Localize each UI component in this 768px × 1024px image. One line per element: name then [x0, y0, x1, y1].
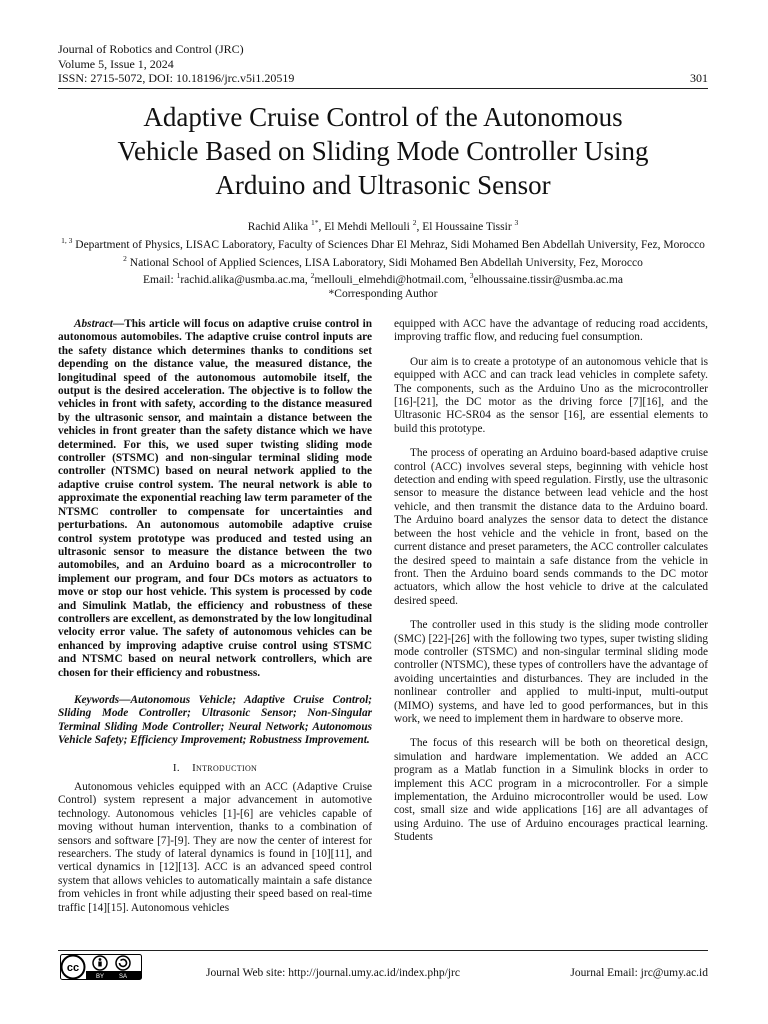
two-column-body — [58, 318, 708, 915]
left-column — [58, 318, 372, 915]
email-line — [58, 269, 708, 287]
section-heading-introduction — [58, 762, 372, 775]
intro-paragraph-2: Our aim is to create a prototype of an autonomous vehicle that is equipped with ACC and can track lead vehicles in complete safety. The components, such as the Arduino Uno as the microcontroller [16]-[21], the DC motor as the driving force [7][16], and the Ultrasonic HC-SR04 as the sensor [16], are essential elements to build this prototype. — [394, 355, 708, 435]
journal-issn-doi: ISSN: 2715-5072, DOI: 10.18196/jrc.v5i1.20519 — [58, 71, 295, 85]
affiliation-1 — [58, 234, 708, 252]
paper-title — [58, 100, 708, 202]
abstract-text: —This article will focus on adaptive cruise control in autonomous automobiles. The adaptive cruise control inputs are the safety distance which determines thanks to conditions set depending on the distance value, the measured distance, the longitudinal speed of the autonomous automobile itself, the output is the desired acceleration. The objective is to follow the vehicles in front with safety, according to the distance measured by the ultrasonic sensor, and maintain a distance between the vehicles in front greater than the safety distance which we have determined. For this, we used super twisting sliding mode controller (STSMC) and non-singular terminal sliding mode controller (NTSMC) based on neural network applied to the adaptive cruise control system. The neural network is able to approximate the exponential reaching law term parameter of the NTSMC controller to compensate for uncertainties and perturbations. An autonomous automobile adaptive cruise control system prototype was produced and tested using an ultrasonic sensor to measure the distance between the two automobiles, and an Arduino board as a microcontroller to implement our program, and four DCs motors as actuators to move or stop our host vehicle. This system is processed by code and Simulink Matlab, the efficiency and robustness of these controllers are excellent, as demonstrated by the low longitudinal velocity error value. The safety of autonomous vehicles can be enhanced by improving adaptive cruise control using STSMC and NTSMC based on neural network controllers, which are chosen for their efficiency and robustness. — [58, 318, 372, 679]
title-line-2: Vehicle Based on Sliding Mode Controller Using — [117, 136, 649, 166]
corresponding-author: *Corresponding Author — [328, 288, 438, 301]
title-line-3: Arduino and Ultrasonic Sensor — [215, 170, 551, 200]
intro-paragraph-4: The controller used in this study is the sliding mode controller (SMC) [22]-[26] with the following two types, super twisting sliding mode controller (STSMC) and non-singular terminal sliding mode controller (NTSMC), these types of controllers have the advantage of avoiding uncertainties and disturbances. They are included in the nonlinear controller and applied to multi-input, multi-output (MIMO) systems, and have led to good performances, but in this work, we need to implement them in hardware to observe more. — [394, 619, 708, 725]
cc-by-sa-license-icon — [60, 954, 142, 980]
affiliation-2 — [58, 252, 708, 270]
intro-paragraph-5: The focus of this research will be both on theoretical design, simulation and hardware implementation. We added an ACC program as a Matlab function in a Simulink blocks in order to implement this ACC program in a microcontroller. For a simple implementation, the Arduino microcontroller would be used. Low cost, small size and wide applications [16] are all advantages of using Arduino. The use of Arduino encourages practical learning. Students — [394, 737, 708, 844]
affiliation-2-sup: 2 — [123, 253, 127, 263]
journal-name: Journal of Robotics and Control (JRC) — [58, 42, 244, 56]
abstract — [58, 318, 372, 680]
email-2: mellouli_elmehdi@hotmail.com, — [314, 274, 467, 287]
right-column — [394, 318, 708, 915]
email-1: rachid.alika@usmba.ac.ma, — [180, 274, 308, 287]
svg-text:cc: cc — [66, 962, 80, 974]
email-3-sup: 3 — [469, 271, 474, 281]
title-line-1: Adaptive Cruise Control of the Autonomous — [143, 102, 623, 132]
page-number: 301 — [690, 71, 708, 85]
intro-paragraph-1: Autonomous vehicles equipped with an ACC (Adaptive Cruise Control) system represent a major advancement in automotive technology. Autonomous vehicles [1]-[6] are vehicles capable of moving without human intervention, thanks to a combination of sensors and software [7]-[9]. They are now the center of interest for researchers. The study of lateral dynamics is found in [10][11], and vertical dynamics in [12][13]. ACC is an advanced speed control system that allows vehicles to automatically maintain a safe distance from vehicles in front while adjusting their speed based on real-time traffic [14][15]. Autonomous vehicles — [58, 781, 372, 914]
author-1-sup: 1* — [310, 218, 319, 227]
section-title: Introduction — [192, 761, 258, 774]
author-2: El Mehdi Mellouli — [324, 220, 410, 233]
email-1-sup: 1 — [176, 271, 181, 281]
keywords: Keywords—Autonomous Vehicle; Adaptive Cruise Control; Sliding Mode Controller; Ultrasonic Sensor; Non-Singular Terminal Sliding Mode Controller; Neural Network; Autonomous Vehicle Safety; Efficiency Improvement; Robustness Improvement. — [58, 693, 372, 747]
license-by-label: BY — [95, 974, 105, 980]
author-block — [58, 216, 708, 301]
email-2-sup: 2 — [310, 271, 315, 281]
intro-paragraph-1-continued: equipped with ACC have the advantage of reducing road accidents, improving traffic flow, and reducing fuel consumption. — [394, 318, 708, 344]
author-2-sup: 2 — [412, 218, 417, 227]
affiliation-1-sup: 1, 3 — [61, 235, 73, 245]
license-sa-label: SA — [118, 974, 128, 980]
email-label: Email: — [143, 274, 174, 287]
author-1: Rachid Alika — [247, 220, 309, 233]
email-3: elhoussaine.tissir@usmba.ac.ma — [473, 274, 623, 287]
footer-email: Journal Email: jrc@umy.ac.id — [570, 967, 708, 979]
header-rule — [58, 88, 708, 89]
abstract-lead: Abstract — [74, 318, 113, 330]
footer-website: Journal Web site: http://journal.umy.ac.id/index.php/jrc — [206, 967, 460, 979]
affiliation-2-text: National School of Applied Sciences, LISA Laboratory, Sidi Mohamed Ben Abdellah University, Fez, Morocco — [129, 256, 643, 269]
section-number: I. — [172, 761, 180, 774]
footer-rule — [58, 950, 708, 951]
running-header — [58, 42, 294, 86]
author-3-sup: 3 — [514, 218, 519, 227]
author-list: Rachid Alika $^{1*}$, El Mehdi Mellouli $^2$, El Houssaine Tissir $^3$ — [247, 218, 519, 233]
affiliation-1-text: Department of Physics, LISAC Laboratory, Faculty of Sciences Dhar El Mehraz, Sidi Mohamed Ben Abdellah University, Fez, Morocco — [75, 238, 705, 251]
journal-volume: Volume 5, Issue 1, 2024 — [58, 56, 174, 71]
intro-paragraph-3: The process of operating an Arduino board-based adaptive cruise control (ACC) involves several steps, beginning with vehicle host detection and ending with speed regulation. Firstly, use the ultrasonic sensor to measure the distance between lead vehicle and the host vehicle, and then transmit the distance data to the Arduino board. The Arduino board analyzes the sensor data to detect the distance between the host vehicle and the vehicle in front, based on the current distance and preset parameters, the ACC controller calculates the desired speed to maintain a safe distance from the vehicle in front. Then the Arduino board sends commands to the DC motor actuators, which allow the host vehicle to drive at the calculated desired speed. — [394, 447, 708, 607]
page-footer — [58, 950, 708, 982]
author-3: El Houssaine Tissir — [422, 220, 512, 233]
